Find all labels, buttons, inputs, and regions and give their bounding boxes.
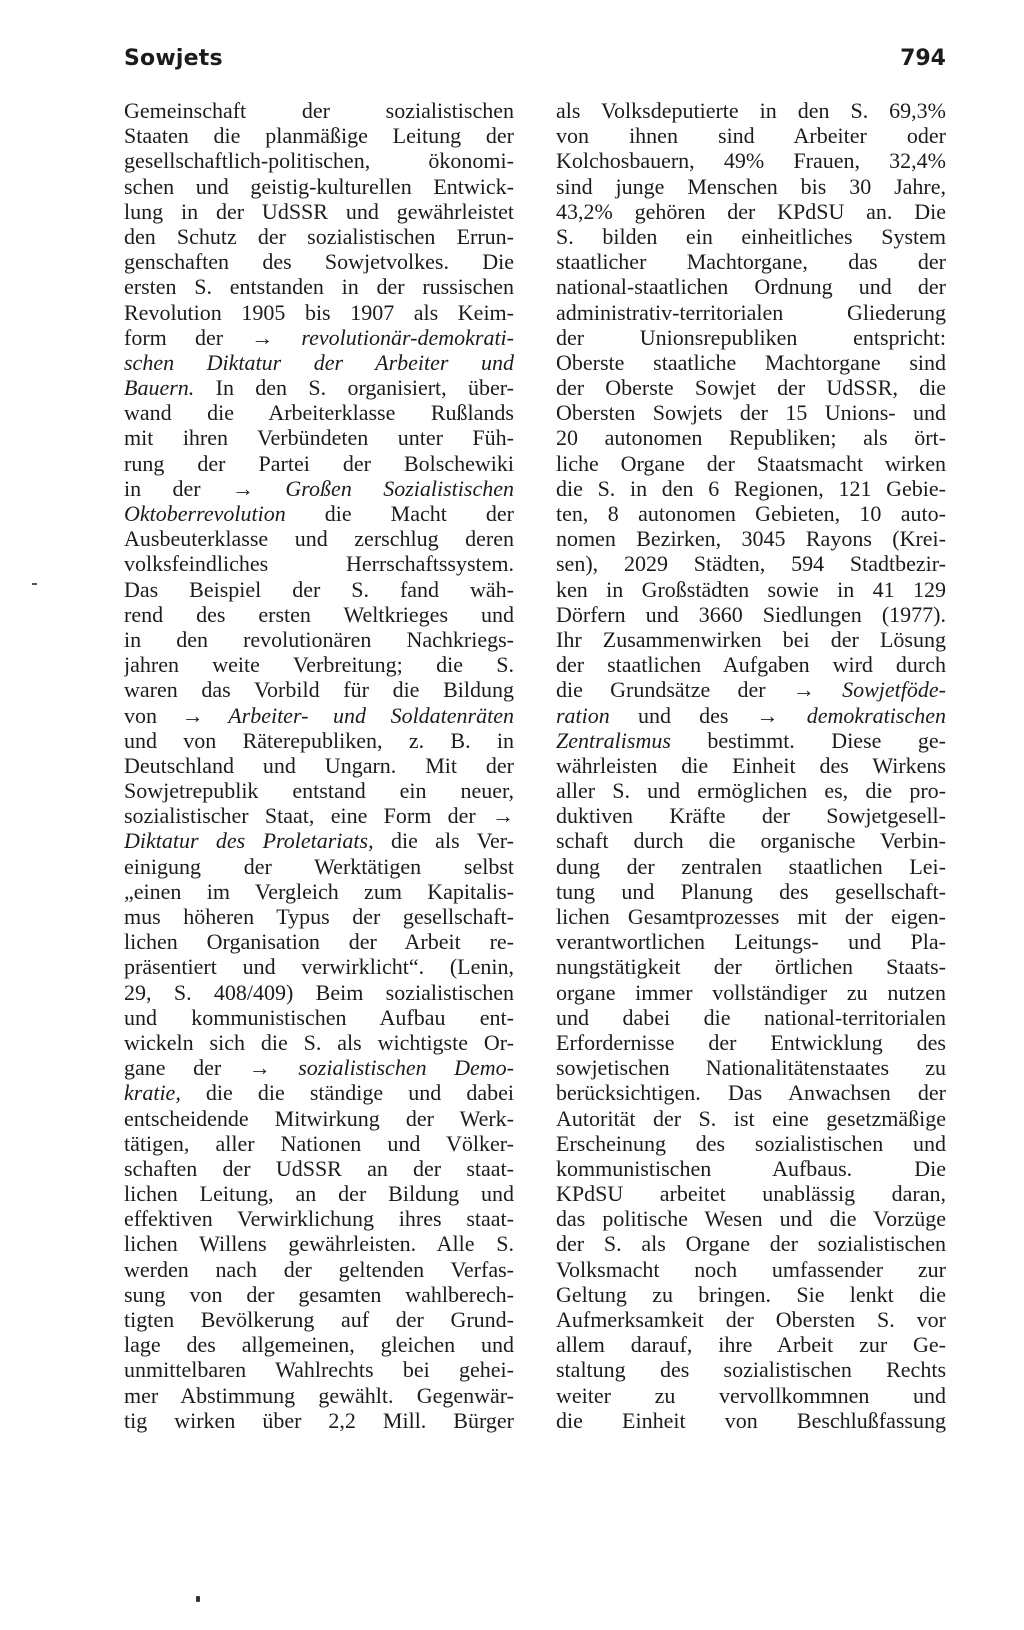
text-segment: Das Beispiel der S. fand wäh- bbox=[124, 576, 514, 602]
text-segment: die Macht der bbox=[285, 501, 514, 526]
text-line bbox=[124, 274, 514, 299]
text-line bbox=[124, 350, 514, 375]
text-line bbox=[124, 1030, 514, 1055]
text-line bbox=[556, 828, 946, 853]
text-line bbox=[556, 879, 946, 904]
text-segment: Deutschland und Ungarn. Mit der bbox=[124, 752, 514, 778]
cross-reference-text: Sowjetföde- bbox=[842, 677, 946, 703]
text-line bbox=[556, 476, 946, 501]
text-line bbox=[124, 98, 514, 123]
text-line bbox=[556, 1106, 946, 1131]
text-line bbox=[556, 98, 946, 123]
text-line bbox=[124, 526, 514, 551]
text-line bbox=[124, 652, 514, 677]
text-line bbox=[556, 1231, 946, 1256]
text-segment: wickeln sich die S. als wichtigste Or- bbox=[124, 1029, 514, 1055]
text-segment: und von Räterepubliken, z. B. in bbox=[124, 727, 514, 753]
text-line bbox=[556, 854, 946, 879]
cross-reference-text: Großen Sozialistischen bbox=[285, 475, 514, 501]
text-line bbox=[556, 1357, 946, 1382]
text-line bbox=[556, 148, 946, 173]
text-segment: werden nach der geltenden Verfas- bbox=[124, 1256, 514, 1282]
text-line bbox=[556, 1332, 946, 1357]
text-line bbox=[556, 501, 946, 526]
text-segment: tung und Planung des gesellschaft- bbox=[556, 878, 946, 904]
text-segment: verantwortlichen Leitungs- und Pla- bbox=[556, 929, 946, 955]
text-segment: Aufmerksamkeit der Obersten S. vor bbox=[556, 1307, 946, 1332]
text-segment: Revolution 1905 bis 1907 als Keim- bbox=[124, 299, 514, 325]
text-line bbox=[556, 224, 946, 249]
text-segment: 29, S. 408/409) Beim sozialistischen bbox=[124, 979, 514, 1005]
cross-reference-text: sozialistischen Demo- bbox=[298, 1055, 514, 1081]
text-segment: Oberste staatliche Machtorgane sind bbox=[556, 349, 946, 375]
text-segment: gane der → bbox=[124, 1055, 299, 1081]
text-line bbox=[124, 778, 514, 803]
text-line bbox=[124, 551, 514, 576]
text-line bbox=[556, 677, 946, 702]
text-line bbox=[556, 325, 946, 350]
text-segment: mit ihren Verbündeten unter Füh- bbox=[124, 425, 514, 451]
page-title: Sowjets bbox=[124, 46, 223, 71]
text-line bbox=[124, 879, 514, 904]
cross-reference-text: Bauern. bbox=[124, 375, 195, 401]
text-segment: berücksichtigen. Das Anwachsen der bbox=[556, 1080, 946, 1106]
running-head bbox=[124, 46, 946, 80]
text-line bbox=[556, 526, 946, 551]
text-segment: genschaften des Sowjetvolkes. Die bbox=[124, 249, 514, 275]
text-segment: 20 autonomen Republiken; als ört- bbox=[556, 425, 946, 451]
text-segment: der Unionsrepubliken entspricht: bbox=[556, 324, 946, 350]
text-segment: lichen Willens gewährleisten. Alle S. bbox=[124, 1231, 514, 1257]
text-segment: sozialistischer Staat, eine Form der → bbox=[124, 803, 514, 829]
text-segment: präsentiert und verwirklicht“. (Lenin, bbox=[124, 954, 514, 980]
text-line bbox=[556, 1005, 946, 1030]
text-line bbox=[124, 174, 514, 199]
text-segment: organe immer vollständiger zu nutzen bbox=[556, 979, 946, 1005]
text-segment: kommunistischen Aufbaus. Die bbox=[556, 1155, 946, 1181]
text-line bbox=[124, 602, 514, 627]
text-segment: tig wirken über 2,2 Mill. Bürger bbox=[124, 1407, 514, 1433]
text-segment: „einen im Vergleich zum Kapitalis- bbox=[124, 878, 514, 904]
text-segment: sen), 2029 Städten, 594 Stadtbezir- bbox=[556, 551, 946, 577]
text-line bbox=[556, 980, 946, 1005]
text-segment: Erfordernisse der Entwicklung des bbox=[556, 1029, 946, 1055]
text-segment: währleisten die Einheit des Wirkens bbox=[556, 752, 946, 778]
text-line bbox=[556, 274, 946, 299]
text-segment: bestimmt. Diese ge- bbox=[670, 727, 946, 753]
text-line bbox=[124, 954, 514, 979]
text-segment: von ihnen sind Arbeiter oder bbox=[556, 123, 946, 149]
text-segment: ten, 8 autonomen Gebieten, 10 auto- bbox=[556, 501, 946, 526]
text-segment: Sowjetrepublik entstand ein neuer, bbox=[124, 778, 514, 804]
text-segment: ersten S. entstanden in der russischen bbox=[124, 274, 514, 300]
text-line bbox=[124, 1383, 514, 1408]
text-segment: Ihr Zusammenwirken bei der Lösung bbox=[556, 626, 946, 652]
text-line bbox=[556, 400, 946, 425]
text-segment: effektiven Verwirklichung ihres staat- bbox=[124, 1206, 514, 1232]
text-segment: Geltung zu bringen. Sie lenkt die bbox=[556, 1281, 946, 1307]
margin-mark bbox=[32, 583, 37, 585]
text-line bbox=[124, 1257, 514, 1282]
text-line bbox=[124, 803, 514, 828]
text-line bbox=[556, 375, 946, 400]
text-line bbox=[124, 123, 514, 148]
text-line bbox=[124, 1357, 514, 1382]
text-line bbox=[124, 375, 514, 400]
text-line bbox=[124, 703, 514, 728]
text-segment: schen und geistig-kulturellen Entwick- bbox=[124, 173, 514, 199]
text-segment: form der → bbox=[124, 324, 302, 350]
text-line bbox=[556, 249, 946, 274]
text-segment: Ausbeuterklasse und zerschlug deren bbox=[124, 526, 514, 552]
text-segment: jahren weite Verbreitung; die S. bbox=[124, 652, 514, 678]
text-line bbox=[556, 451, 946, 476]
text-segment: in der → bbox=[124, 475, 286, 501]
text-line bbox=[556, 174, 946, 199]
text-segment: aller S. und ermöglichen es, die pro- bbox=[556, 778, 946, 804]
text-line bbox=[556, 425, 946, 450]
text-segment: der S. als Organe der sozialistischen bbox=[556, 1231, 946, 1257]
text-line bbox=[556, 1257, 946, 1282]
cross-reference-text: Zentralismus bbox=[556, 727, 671, 753]
text-line bbox=[124, 1106, 514, 1131]
text-line bbox=[556, 1307, 946, 1332]
text-segment: rung der Partei der Bolschewiki bbox=[124, 450, 514, 476]
text-line bbox=[124, 753, 514, 778]
text-line bbox=[556, 577, 946, 602]
text-line bbox=[124, 1005, 514, 1030]
text-segment: national-staatlichen Ordnung und der bbox=[556, 274, 946, 300]
text-line bbox=[124, 904, 514, 929]
text-segment: Volksmacht noch umfassender zur bbox=[556, 1256, 946, 1282]
text-line bbox=[556, 703, 946, 728]
text-segment: Autorität der S. ist eine gesetzmäßige bbox=[556, 1105, 946, 1131]
text-segment: lung in der UdSSR und gewährleistet bbox=[124, 198, 514, 224]
text-segment: 43,2% gehören der KPdSU an. Die bbox=[556, 198, 946, 224]
text-line bbox=[556, 1408, 946, 1433]
text-line bbox=[124, 325, 514, 350]
text-segment: schaft durch die organische Verbin- bbox=[556, 828, 946, 854]
text-segment: volksfeindliches Herrschaftssystem. bbox=[124, 551, 514, 577]
text-segment: in den revolutionären Nachkriegs- bbox=[124, 626, 514, 652]
text-segment: allem darauf, ihre Arbeit zur Ge- bbox=[556, 1332, 946, 1358]
text-segment: der staatlichen Aufgaben wird durch bbox=[556, 652, 946, 678]
text-line bbox=[124, 1231, 514, 1256]
text-segment: lichen Gesamtprozesses mit der eigen- bbox=[556, 904, 946, 929]
text-segment: tigten Bevölkerung auf der Grund- bbox=[124, 1307, 514, 1332]
text-segment: administrativ-territorialen Gliederung bbox=[556, 299, 946, 325]
text-segment: den Schutz der sozialistischen Errun- bbox=[124, 223, 514, 249]
text-line bbox=[556, 1282, 946, 1307]
right-text-column bbox=[556, 98, 946, 1433]
text-segment: rend des ersten Weltkrieges und bbox=[124, 601, 514, 627]
text-line bbox=[124, 980, 514, 1005]
text-segment: die Grundsätze der → bbox=[556, 677, 843, 703]
left-text-column bbox=[124, 98, 514, 1433]
text-line bbox=[124, 577, 514, 602]
text-line bbox=[124, 1307, 514, 1332]
text-line bbox=[124, 728, 514, 753]
text-segment: mer Abstimmung gewählt. Gegenwär- bbox=[124, 1382, 514, 1408]
text-line bbox=[556, 350, 946, 375]
text-segment: sind junge Menschen bis 30 Jahre, bbox=[556, 173, 946, 199]
text-segment: dung der zentralen staatlichen Lei- bbox=[556, 853, 946, 879]
text-segment: gesellschaftlich-politischen, ökonomi- bbox=[124, 148, 514, 174]
text-line bbox=[124, 1156, 514, 1181]
text-segment: KPdSU arbeitet unablässig daran, bbox=[556, 1181, 946, 1207]
text-line bbox=[124, 828, 514, 853]
text-line bbox=[124, 476, 514, 501]
text-segment: duktiven Kräfte der Sowjetgesell- bbox=[556, 803, 946, 829]
text-segment: Kolchosbauern, 49% Frauen, 32,4% bbox=[556, 148, 946, 174]
text-line bbox=[556, 778, 946, 803]
text-segment: und des → bbox=[609, 702, 807, 728]
text-line bbox=[124, 199, 514, 224]
text-line bbox=[556, 551, 946, 576]
text-segment: und dabei die national-territorialen bbox=[556, 1004, 946, 1030]
text-segment: sung von der gesamten wahlberech- bbox=[124, 1281, 514, 1307]
text-line bbox=[124, 249, 514, 274]
text-line bbox=[124, 224, 514, 249]
text-line bbox=[124, 1282, 514, 1307]
text-segment: Obersten Sowjets der 15 Unions- und bbox=[556, 400, 946, 426]
text-line bbox=[124, 677, 514, 702]
text-segment: mus höheren Typus der gesellschaft- bbox=[124, 904, 514, 929]
text-line bbox=[556, 627, 946, 652]
text-segment: waren das Vorbild für die Bildung bbox=[124, 677, 514, 703]
text-line bbox=[556, 1206, 946, 1231]
text-line bbox=[556, 199, 946, 224]
text-line bbox=[556, 1181, 946, 1206]
text-segment: liche Organe der Staatsmacht wirken bbox=[556, 450, 946, 476]
text-segment: lichen Leitung, an der Bildung und bbox=[124, 1181, 514, 1207]
text-line bbox=[556, 954, 946, 979]
text-line bbox=[556, 803, 946, 828]
text-segment: die S. in den 6 Regionen, 121 Gebie- bbox=[556, 475, 946, 501]
text-segment: tätigen, aller Nationen und Völker- bbox=[124, 1130, 514, 1156]
text-segment: In den S. organisiert, über- bbox=[194, 375, 514, 401]
text-line bbox=[556, 1055, 946, 1080]
text-line bbox=[124, 148, 514, 173]
cross-reference-text: schen Diktatur der Arbeiter und bbox=[124, 349, 514, 375]
text-line bbox=[124, 1206, 514, 1231]
text-line bbox=[556, 1030, 946, 1055]
cross-reference-text: revolutionär-demokrati- bbox=[301, 324, 514, 350]
text-segment: wand die Arbeiterklasse Rußlands bbox=[124, 400, 514, 426]
text-segment: Erscheinung des sozialistischen und bbox=[556, 1130, 946, 1156]
text-line bbox=[556, 1156, 946, 1181]
text-segment: schaften der UdSSR an der staat- bbox=[124, 1155, 514, 1181]
cross-reference-text: Arbeiter- und Soldatenräten bbox=[228, 702, 514, 728]
text-segment: sowjetischen Nationalitätenstaates zu bbox=[556, 1055, 946, 1081]
text-segment: nungstätigkeit der örtlichen Staats- bbox=[556, 954, 946, 980]
text-line bbox=[556, 904, 946, 929]
text-line bbox=[124, 1055, 514, 1080]
text-segment: als Volksdeputierte in den S. 69,3% bbox=[556, 98, 946, 123]
text-segment: unmittelbaren Wahlrechts bei gehei- bbox=[124, 1357, 514, 1383]
text-line bbox=[556, 929, 946, 954]
text-segment: von → bbox=[124, 702, 229, 728]
text-segment: die Einheit von Beschlußfassung bbox=[556, 1407, 946, 1433]
text-line bbox=[124, 627, 514, 652]
text-line bbox=[556, 1131, 946, 1156]
text-segment: einigung der Werktätigen selbst bbox=[124, 853, 514, 879]
text-segment: staatlicher Machtorgane, das der bbox=[556, 249, 946, 275]
text-segment: die als Ver- bbox=[373, 828, 514, 854]
cross-reference-text: demokratischen bbox=[806, 702, 946, 728]
cross-reference-text: kratie, bbox=[124, 1080, 181, 1106]
text-line bbox=[556, 1080, 946, 1105]
text-line bbox=[556, 123, 946, 148]
text-segment: Dörfern und 3660 Siedlungen (1977). bbox=[556, 601, 946, 627]
text-segment: und kommunistischen Aufbau ent- bbox=[124, 1004, 514, 1030]
text-segment: lage des allgemeinen, gleichen und bbox=[124, 1332, 514, 1358]
text-segment: lichen Organisation der Arbeit re- bbox=[124, 929, 514, 955]
text-line bbox=[556, 602, 946, 627]
text-segment: Staaten die planmäßige Leitung der bbox=[124, 123, 514, 149]
text-segment: nomen Bezirken, 3045 Rayons (Krei- bbox=[556, 526, 946, 552]
text-segment: der Oberste Sowjet der UdSSR, die bbox=[556, 375, 946, 401]
text-segment: die die ständige und dabei bbox=[180, 1080, 514, 1106]
cross-reference-text: ration bbox=[556, 702, 610, 728]
print-speck bbox=[196, 1596, 200, 1602]
text-line bbox=[556, 300, 946, 325]
text-line bbox=[124, 1332, 514, 1357]
cross-reference-text: Diktatur des Proletariats, bbox=[124, 828, 374, 854]
text-segment: Gemeinschaft der sozialistischen bbox=[124, 98, 514, 123]
text-segment: staltung des sozialistischen Rechts bbox=[556, 1357, 946, 1383]
text-line bbox=[556, 652, 946, 677]
text-line bbox=[556, 728, 946, 753]
text-line bbox=[124, 1080, 514, 1105]
text-line bbox=[124, 400, 514, 425]
text-segment: weiter zu vervollkommnen und bbox=[556, 1382, 946, 1408]
cross-reference-text: Oktoberrevolution bbox=[124, 501, 286, 526]
text-line bbox=[124, 854, 514, 879]
text-line bbox=[124, 929, 514, 954]
text-segment: das politische Wesen und die Vorzüge bbox=[556, 1206, 946, 1232]
text-line bbox=[124, 1131, 514, 1156]
text-line bbox=[124, 451, 514, 476]
text-line bbox=[124, 1408, 514, 1433]
text-segment: entscheidende Mitwirkung der Werk- bbox=[124, 1105, 514, 1131]
text-line bbox=[124, 300, 514, 325]
text-line bbox=[556, 753, 946, 778]
text-segment: ken in Großstädten sowie in 41 129 bbox=[556, 576, 946, 602]
text-line bbox=[556, 1383, 946, 1408]
text-line bbox=[124, 501, 514, 526]
page-number: 794 bbox=[900, 46, 946, 71]
text-line bbox=[124, 425, 514, 450]
text-segment: S. bilden ein einheitliches System bbox=[556, 223, 946, 249]
text-line bbox=[124, 1181, 514, 1206]
